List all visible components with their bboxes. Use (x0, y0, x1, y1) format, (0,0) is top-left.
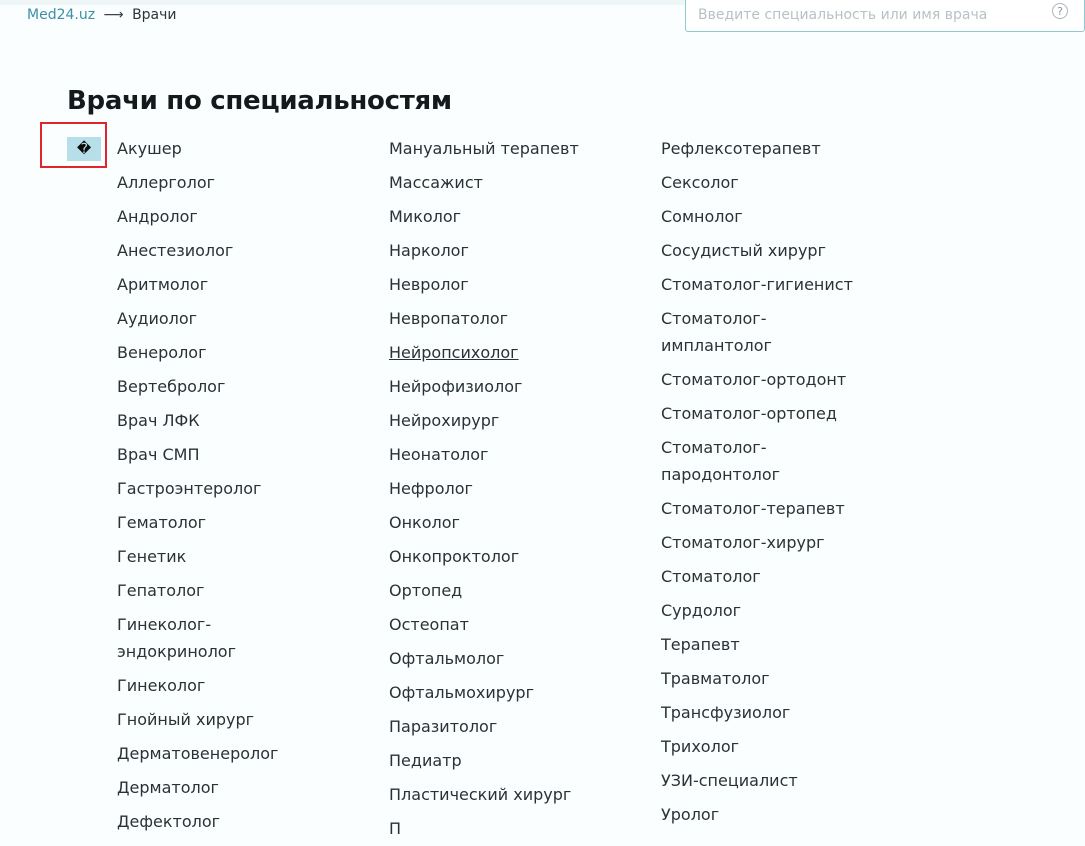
specialty-link[interactable]: Трихолог (661, 737, 740, 756)
specialty-column-2 (389, 132, 639, 846)
specialty-link[interactable]: Миколог (389, 207, 462, 226)
specialty-link[interactable]: Генетик (117, 547, 187, 566)
specialty-link[interactable]: Дерматовенеролог (117, 744, 279, 763)
specialty-link[interactable]: Врач ЛФК (117, 411, 200, 430)
specialty-link[interactable]: Ортопед (389, 581, 463, 600)
search-input[interactable] (698, 3, 1038, 27)
specialty-link[interactable]: Дерматолог (117, 778, 219, 797)
specialty-link[interactable]: Врач СМП (117, 445, 200, 464)
specialty-link[interactable]: Остеопат (389, 615, 469, 634)
specialty-link[interactable]: Венеролог (117, 343, 207, 362)
specialty-link[interactable]: Гематолог (117, 513, 207, 532)
specialty-link[interactable]: Нейрохирург (389, 411, 500, 430)
specialty-link[interactable]: Стоматолог-терапевт (661, 499, 845, 518)
specialty-link[interactable]: Рефлексотерапевт (661, 139, 821, 158)
specialty-link[interactable]: Пластический хирург (389, 785, 572, 804)
breadcrumb-arrow-icon: ⟶ (103, 7, 124, 23)
specialty-link[interactable]: Массажист (389, 173, 483, 192)
breadcrumb-current: Врачи (132, 7, 177, 23)
specialty-link[interactable]: Офтальмолог (389, 649, 505, 668)
search-box (685, 0, 1085, 32)
specialty-link[interactable]: Онколог (389, 513, 460, 532)
specialty-link[interactable]: Аритмолог (117, 275, 209, 294)
specialty-link-hovered[interactable]: Нейропсихолог (389, 343, 519, 362)
specialty-link[interactable]: Гепатолог (117, 581, 205, 600)
specialty-link[interactable]: Гастроэнтеролог (117, 479, 262, 498)
specialty-link[interactable]: Мануальный терапевт (389, 139, 579, 158)
specialty-link[interactable]: Анестезиолог (117, 241, 234, 260)
specialty-link[interactable]: Травматолог (661, 669, 770, 688)
help-icon[interactable]: ? (1052, 3, 1068, 19)
missing-glyph-chip: � (67, 137, 101, 161)
specialty-link[interactable]: Сексолог (661, 173, 739, 192)
specialty-link[interactable]: Офтальмохирург (389, 683, 534, 702)
specialty-link[interactable]: Аудиолог (117, 309, 198, 328)
specialty-column-1 (117, 132, 367, 839)
specialty-link[interactable]: Вертебролог (117, 377, 226, 396)
page-title: Врачи по специальностям (67, 86, 452, 116)
specialty-link[interactable]: П (389, 819, 402, 838)
specialty-link[interactable]: Нефролог (389, 479, 473, 498)
specialty-link[interactable]: Онкопроктолог (389, 547, 520, 566)
specialty-link[interactable]: Аллерголог (117, 173, 216, 192)
specialty-link[interactable]: Гинеколог-эндокринолог (117, 615, 236, 661)
specialty-link[interactable]: Паразитолог (389, 717, 498, 736)
specialty-link[interactable]: Стоматолог-ортопед (661, 404, 837, 423)
specialty-link[interactable]: Стоматолог (661, 567, 761, 586)
specialty-link[interactable]: Гинеколог (117, 676, 206, 695)
specialty-link[interactable]: Гнойный хирург (117, 710, 255, 729)
specialty-link[interactable]: Нарколог (389, 241, 469, 260)
specialty-link[interactable]: Терапевт (661, 635, 740, 654)
specialty-link[interactable]: Стоматолог-ортодонт (661, 370, 847, 389)
specialty-link[interactable]: Стоматолог-имплантолог (661, 309, 772, 355)
specialty-link[interactable]: Невропатолог (389, 309, 509, 328)
specialty-link[interactable]: Педиатр (389, 751, 462, 770)
specialty-link[interactable]: Акушер (117, 139, 182, 158)
specialty-link[interactable]: Дефектолог (117, 812, 221, 831)
specialty-link[interactable]: Сомнолог (661, 207, 743, 226)
specialty-link[interactable]: Стоматолог-гигиенист (661, 275, 853, 294)
specialty-link[interactable]: Стоматолог-пародонтолог (661, 438, 781, 484)
specialty-link[interactable]: Уролог (661, 805, 720, 824)
specialty-link[interactable]: Стоматолог-хирург (661, 533, 825, 552)
specialty-link[interactable]: Сосудистый хирург (661, 241, 826, 260)
breadcrumb (27, 5, 177, 25)
specialty-link[interactable]: Сурдолог (661, 601, 742, 620)
specialty-link[interactable]: Андролог (117, 207, 198, 226)
specialty-link[interactable]: Трансфузиолог (661, 703, 791, 722)
specialty-link[interactable]: УЗИ-специалист (661, 771, 798, 790)
breadcrumb-home-link[interactable]: Med24.uz (27, 7, 96, 23)
specialty-column-3 (661, 132, 871, 832)
specialty-link[interactable]: Невролог (389, 275, 469, 294)
specialty-link[interactable]: Нейрофизиолог (389, 377, 523, 396)
specialty-link[interactable]: Неонатолог (389, 445, 489, 464)
